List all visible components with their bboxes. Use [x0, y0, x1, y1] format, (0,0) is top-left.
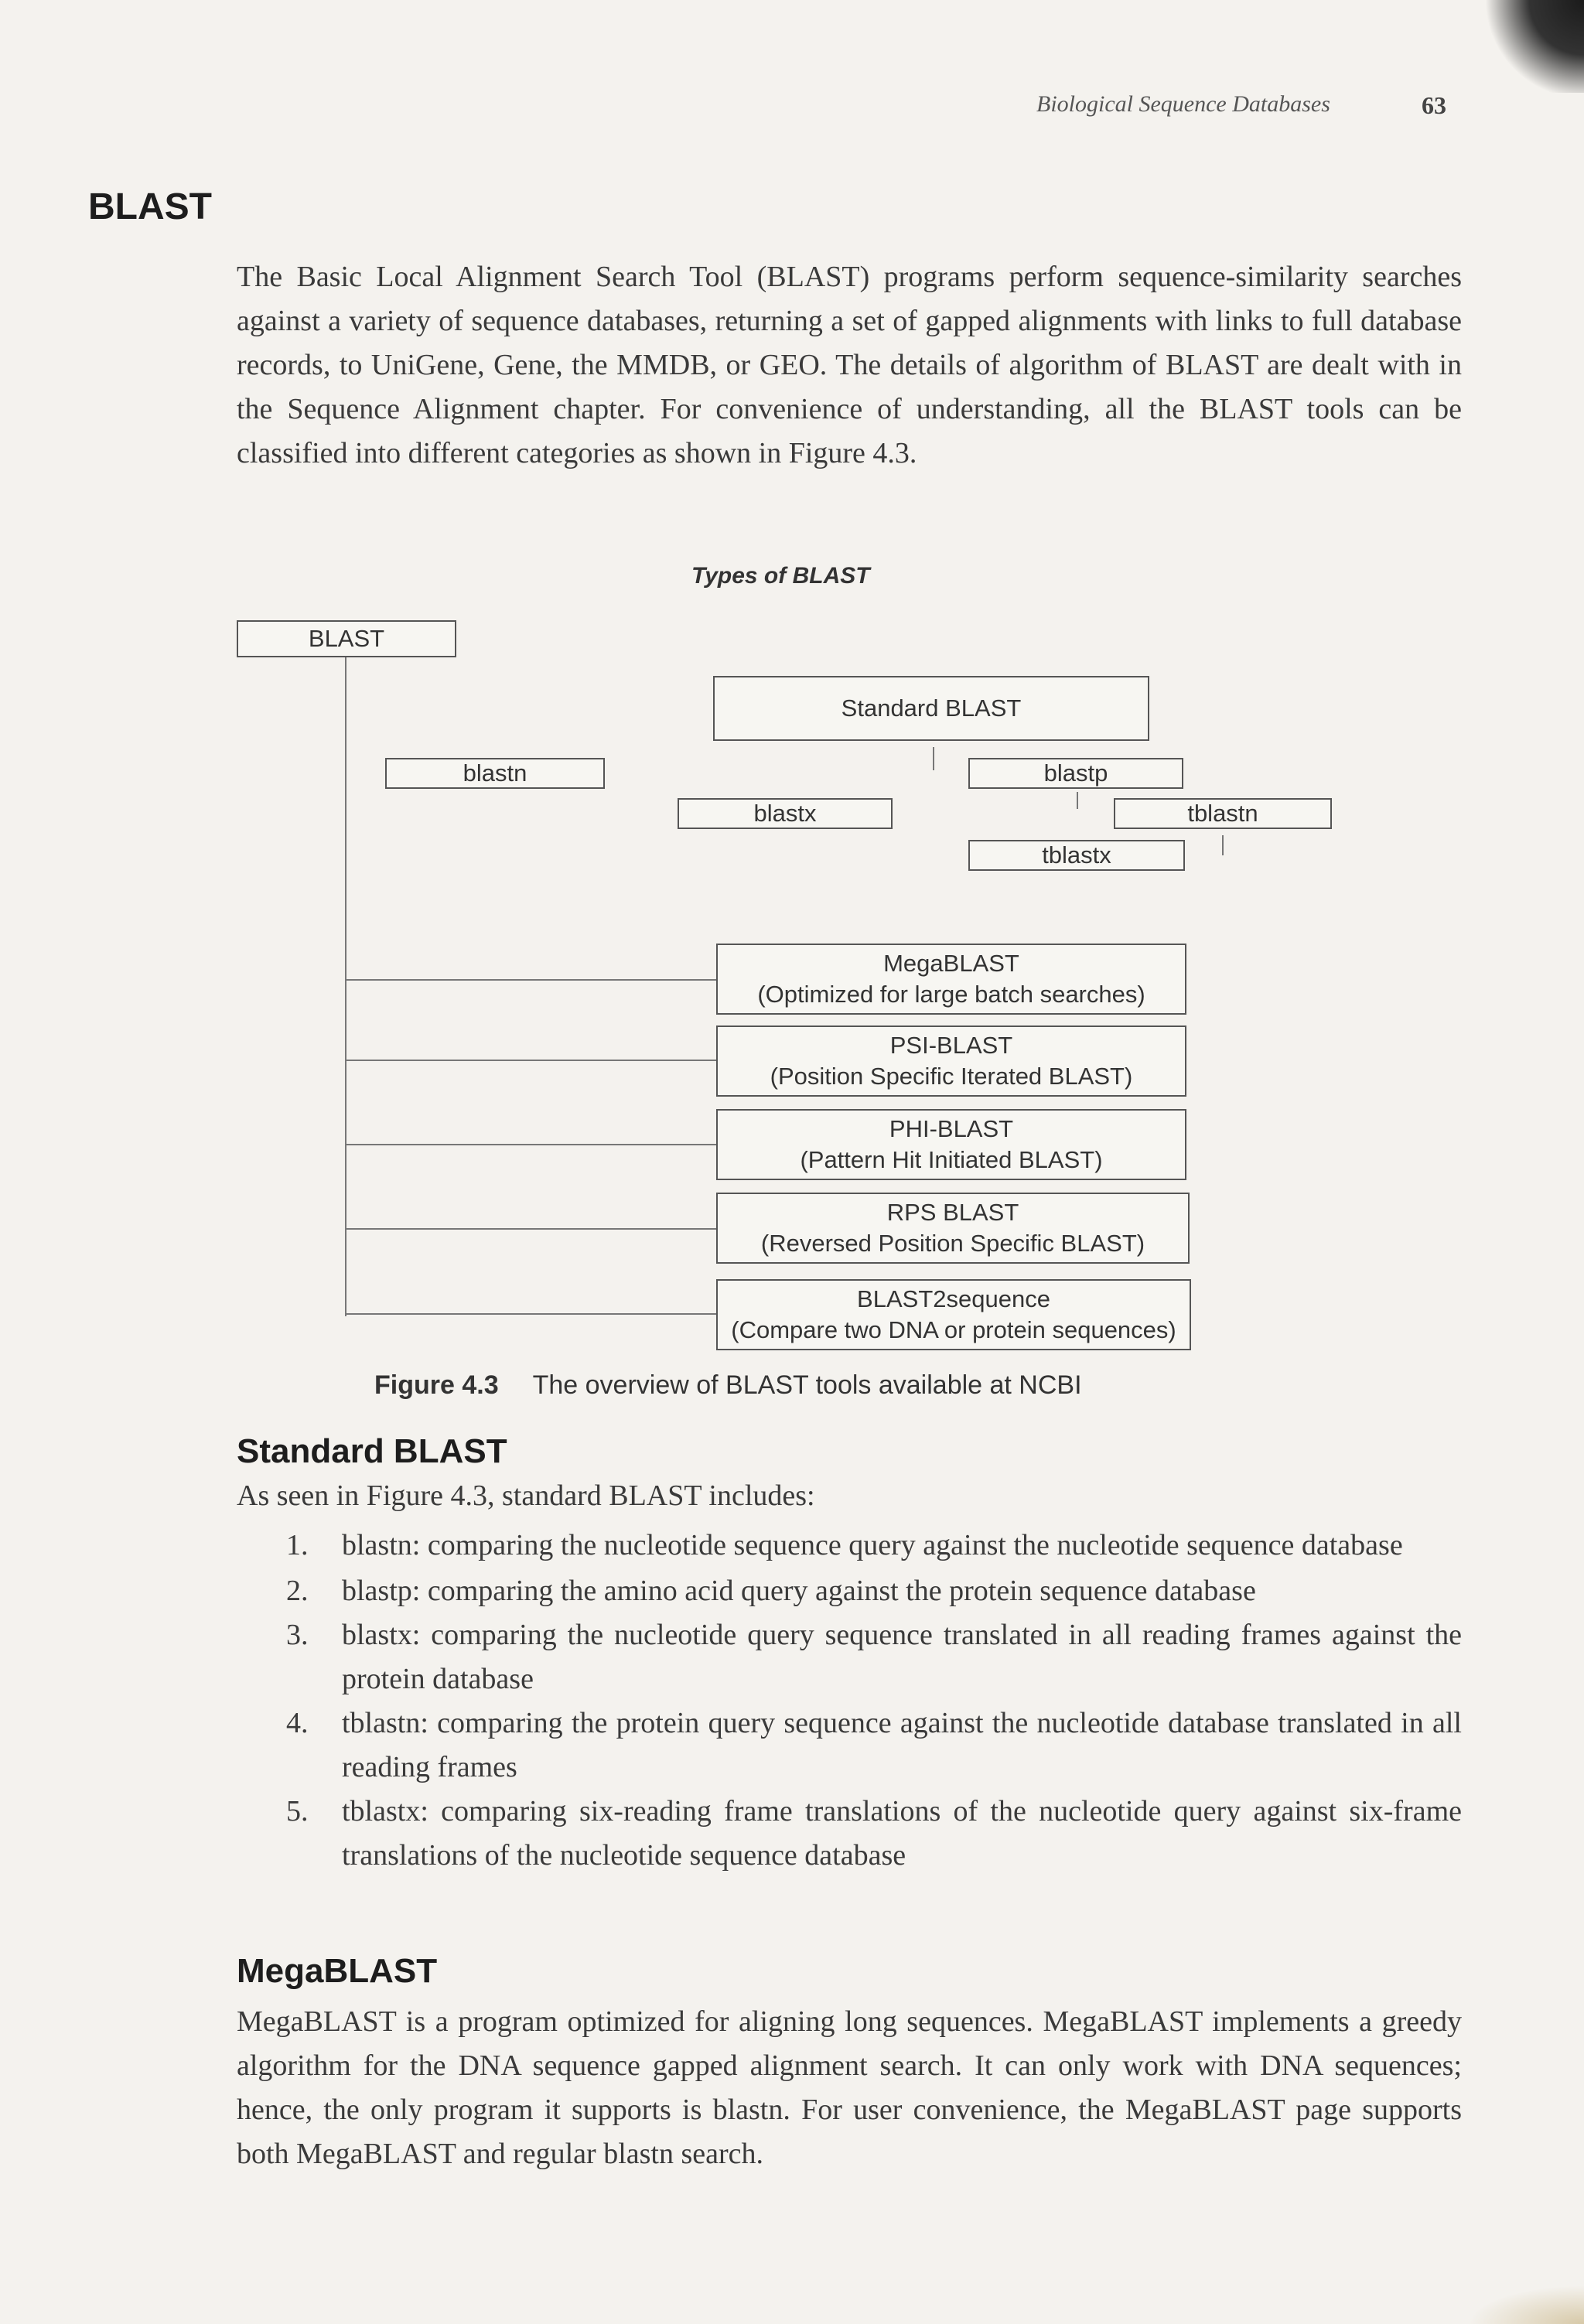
tree-trunk-line [345, 657, 346, 1316]
figure-caption-text: The overview of BLAST tools available at NCBI [532, 1370, 1082, 1400]
rpsblast-name: RPS BLAST [886, 1199, 1019, 1226]
node-blastn: blastn [385, 758, 605, 789]
node-blast-root: BLAST [237, 620, 456, 657]
figure-caption-label: Figure 4.3 [374, 1370, 499, 1400]
megablast-heading: MegaBLAST [237, 1952, 438, 1990]
list-item [286, 1701, 1462, 1790]
list-item [286, 1569, 1462, 1613]
list-item-number: 1. [286, 1529, 309, 1561]
standard-blast-list [286, 1524, 1462, 1878]
branch-line-psiblast [345, 1060, 718, 1061]
list-item-text: tblastx: comparing six-reading frame translations of the nucleotide query against six-frame translations of the nucleotide sequence database [342, 1795, 1462, 1872]
phiblast-name: PHI-BLAST [889, 1115, 1014, 1142]
figure-title: Types of BLAST [691, 563, 870, 589]
node-megablast [716, 944, 1186, 1015]
connector-tick [933, 747, 934, 770]
node-phiblast [716, 1109, 1186, 1180]
standard-blast-heading: Standard BLAST [237, 1432, 507, 1470]
node-blastp: blastp [968, 758, 1183, 789]
node-tblastn: tblastn [1114, 798, 1332, 829]
list-item-number: 2. [286, 1575, 309, 1607]
list-item [286, 1613, 1462, 1701]
intro-paragraph: The Basic Local Alignment Search Tool (BLAST) programs perform sequence-similarity searches against a variety of sequence databases, returning a set of gapped alignments with links to full database records, to UniGene, Gene, the MMDB, or GEO. The details of algorithm of BLAST are dealt with in the Sequence Alignment chapter. For convenience of understanding, all the BLAST tools can be classified into different categories as shown in Figure 4.3. [237, 261, 1462, 469]
connector-tick [1222, 835, 1224, 855]
blast2seq-desc: (Compare two DNA or protein sequences) [731, 1316, 1176, 1343]
branch-line-phiblast [345, 1144, 718, 1145]
branch-line-blast2seq [345, 1313, 718, 1315]
node-tblastx: tblastx [968, 840, 1185, 871]
list-item-text: blastx: comparing the nucleotide query sequence translated in all reading frames against the protein database [342, 1619, 1462, 1695]
page-number: 63 [1422, 91, 1446, 119]
branch-line-rpsblast [345, 1228, 718, 1230]
list-item-text: blastp: comparing the amino acid query against the protein sequence database [342, 1575, 1256, 1607]
psiblast-desc: (Position Specific Iterated BLAST) [770, 1063, 1133, 1090]
node-rpsblast [716, 1193, 1190, 1264]
megablast-name: MegaBLAST [883, 950, 1019, 977]
list-item-number: 4. [286, 1707, 309, 1739]
page-corner-shadow [1483, 0, 1584, 93]
node-standard-blast: Standard BLAST [713, 676, 1149, 741]
standard-blast-intro: As seen in Figure 4.3, standard BLAST includes: [237, 1479, 815, 1512]
rpsblast-desc: (Reversed Position Specific BLAST) [760, 1230, 1145, 1257]
list-item-text: tblastn: comparing the protein query sequence against the nucleotide database translated in all reading frames [342, 1707, 1462, 1783]
branch-line-megablast [345, 979, 718, 981]
list-item [286, 1790, 1462, 1878]
list-item-number: 5. [286, 1795, 309, 1827]
figure-caption [374, 1370, 1082, 1401]
blast2seq-name: BLAST2sequence [857, 1285, 1050, 1312]
page-edge-smudge [1468, 2285, 1584, 2324]
node-psiblast [716, 1025, 1186, 1097]
megablast-desc: (Optimized for large batch searches) [757, 981, 1145, 1008]
node-blastx: blastx [678, 798, 893, 829]
megablast-paragraph: MegaBLAST is a program optimized for aligning long sequences. MegaBLAST implements a greedy algorithm for the DNA sequence gapped alignment search. It can only work with DNA sequences; hence, the only program it supports is blastn. For user convenience, the MegaBLAST page supports both MegaBLAST and regular blastn search. [237, 2005, 1462, 2170]
running-head: Biological Sequence Databases [1036, 91, 1330, 117]
node-blast2sequence [716, 1279, 1191, 1350]
list-item-text: blastn: comparing the nucleotide sequence query against the nucleotide sequence database [342, 1529, 1403, 1561]
list-item [286, 1524, 1462, 1568]
connector-tick [1077, 792, 1078, 809]
list-item-number: 3. [286, 1619, 309, 1651]
phiblast-desc: (Pattern Hit Initiated BLAST) [800, 1146, 1103, 1173]
psiblast-name: PSI-BLAST [889, 1032, 1013, 1059]
section-title: BLAST [88, 186, 212, 227]
